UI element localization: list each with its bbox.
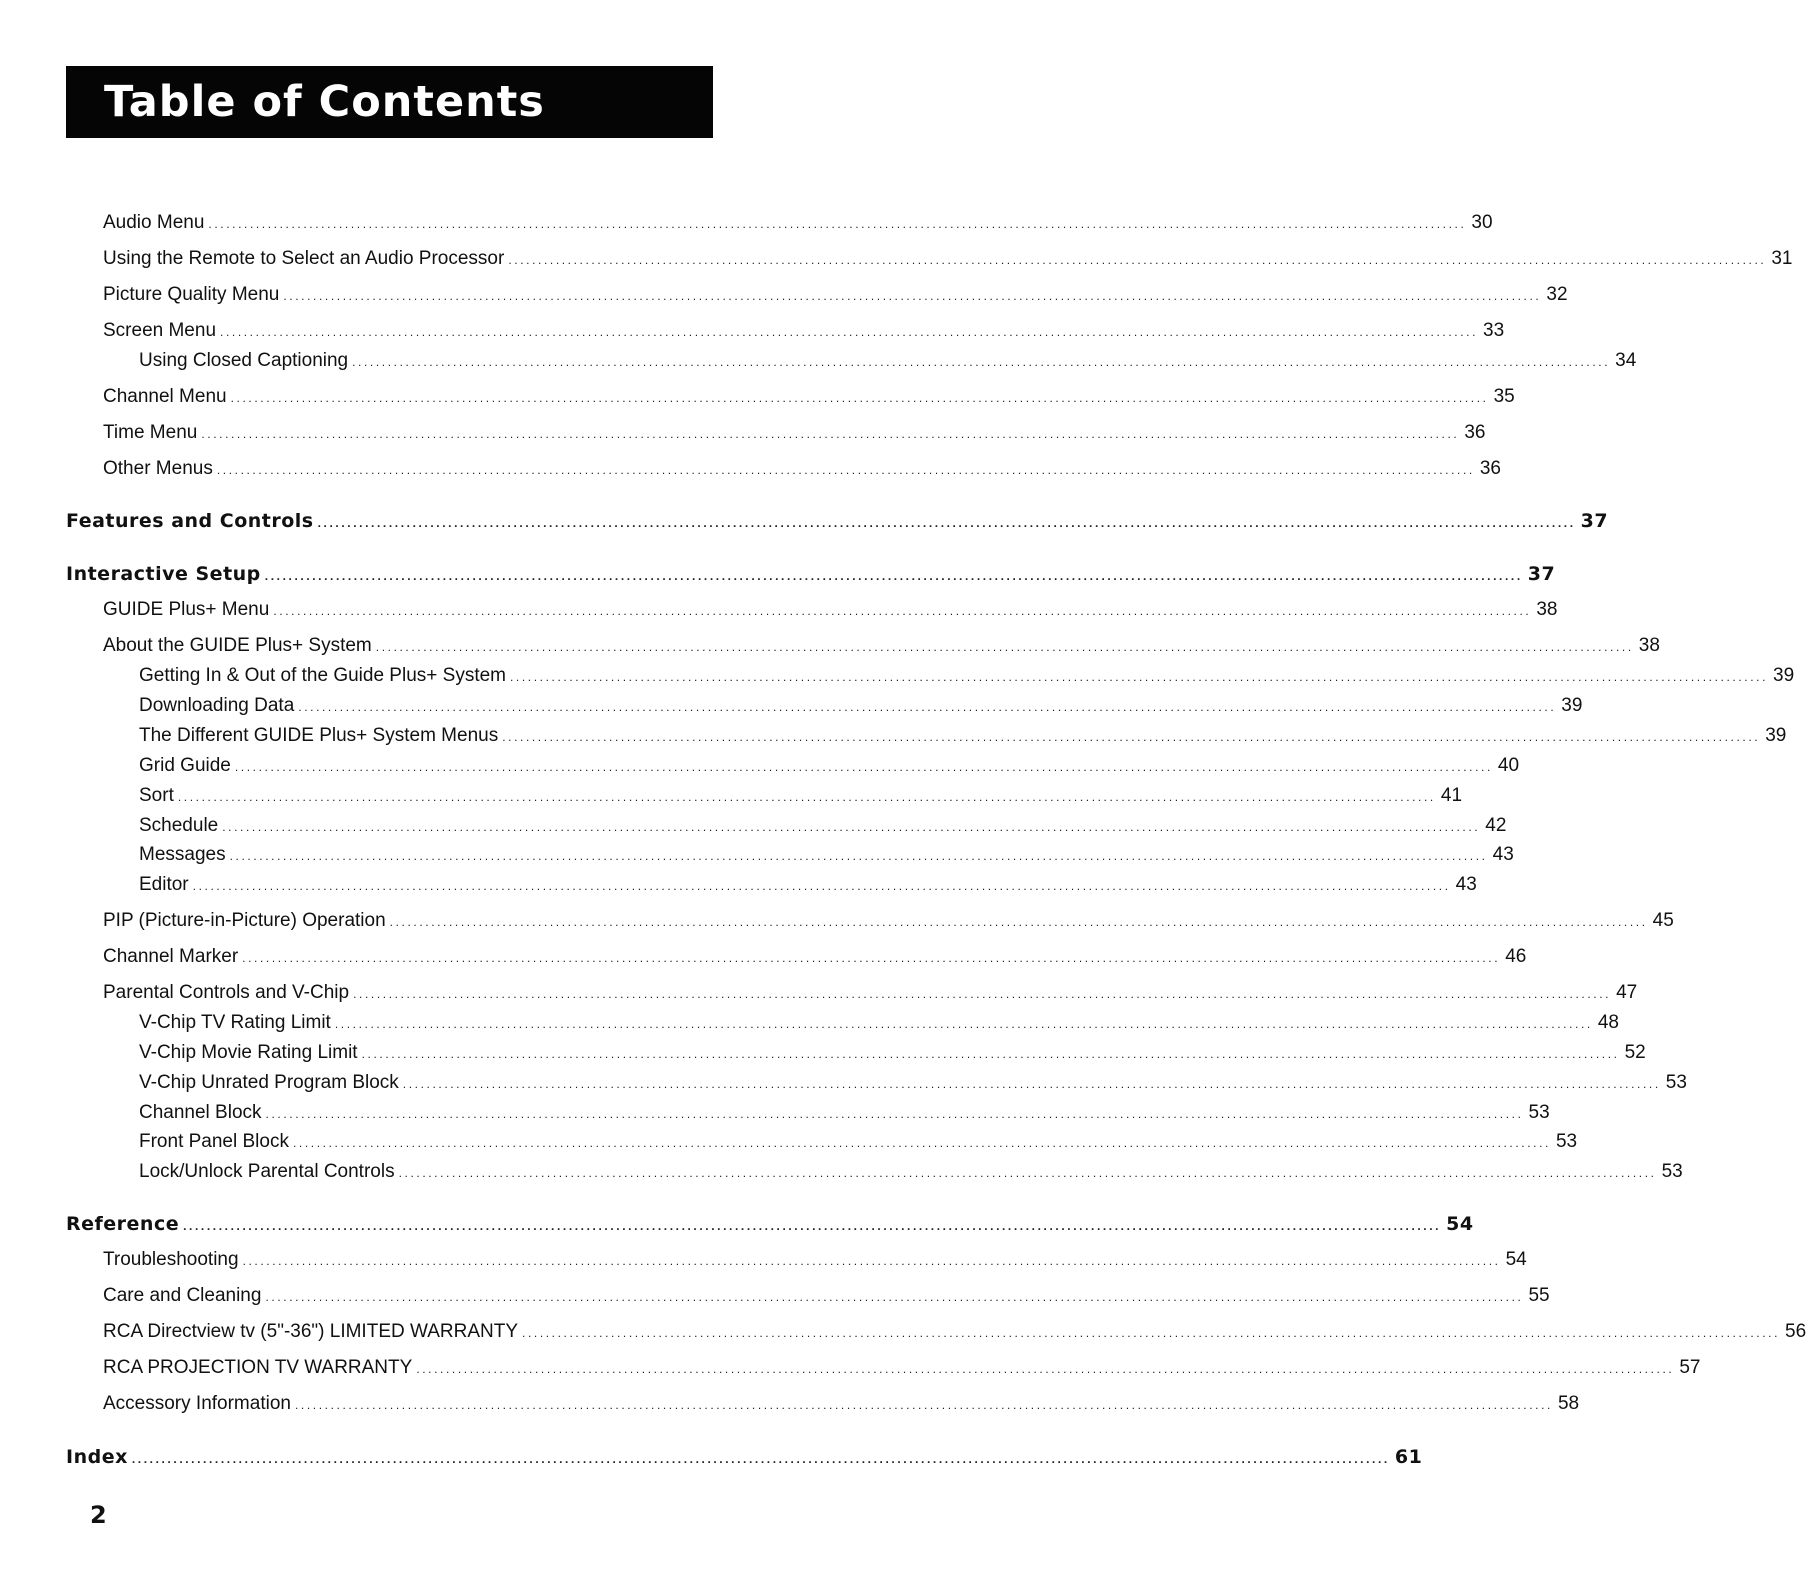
toc-subentry[interactable] <box>139 873 1477 898</box>
dot-leader: .................................................................................................................................................................................................................... <box>265 1107 1524 1121</box>
dot-leader: .................................................................................................................................................................................................................... <box>234 760 1493 774</box>
toc-entry-label: GUIDE Plus+ Menu <box>103 599 270 620</box>
toc-entry-label: Getting In & Out of the Guide Plus+ System <box>139 665 506 686</box>
toc-entry-label: Using Closed Captioning <box>139 350 349 371</box>
toc-entry-label: Downloading Data <box>139 695 295 716</box>
toc-section-label: Features and Controls <box>66 510 314 532</box>
dot-leader: .................................................................................................................................................................................................................... <box>230 391 1489 405</box>
toc-entry[interactable] <box>103 319 1505 344</box>
dot-leader: .................................................................................................................................................................................................................... <box>416 1362 1675 1376</box>
dot-leader: .................................................................................................................................................................................................................... <box>177 790 1436 804</box>
toc-entry[interactable] <box>103 247 1793 272</box>
toc-entry-label: Schedule <box>139 815 219 836</box>
toc-entry-label: Channel Marker <box>103 946 239 967</box>
toc-entry-label: Care and Cleaning <box>103 1285 262 1306</box>
toc-entry[interactable] <box>103 211 1493 236</box>
toc-entry-page: 58 <box>1557 1393 1580 1414</box>
toc-entry[interactable] <box>103 1356 1701 1381</box>
toc-entry-label: Accessory Information <box>103 1393 291 1414</box>
dot-leader: .................................................................................................................................................................................................................... <box>220 325 1479 339</box>
toc-entry-label: The Different GUIDE Plus+ System Menus <box>139 725 499 746</box>
toc-entry-page: 48 <box>1597 1012 1619 1033</box>
toc-entry-label: Channel Block <box>139 1102 262 1123</box>
toc-entry-page: 32 <box>1546 284 1568 305</box>
toc-entry-label: Other Menus <box>103 458 213 479</box>
toc-section[interactable] <box>66 1445 1423 1471</box>
dot-leader: .................................................................................................................................................................................................................... <box>402 1077 1661 1091</box>
toc-entry-page: 40 <box>1497 755 1520 776</box>
toc-section-page: 37 <box>1527 563 1556 585</box>
toc-entry-page: 53 <box>1528 1102 1550 1123</box>
toc-entry-page: 34 <box>1615 350 1637 371</box>
toc-entry-page: 46 <box>1505 946 1527 967</box>
toc-entry-page: 42 <box>1485 815 1507 836</box>
dot-leader: .................................................................................................................................................................................................................... <box>334 1017 1593 1031</box>
table-of-contents <box>66 0 1806 1500</box>
toc-entry-label: Lock/Unlock Parental Controls <box>139 1161 395 1182</box>
toc-entry-page: 56 <box>1785 1321 1806 1342</box>
toc-entry-label: Time Menu <box>103 422 198 443</box>
dot-leader: .................................................................................................................................................................................................................... <box>317 516 1576 530</box>
toc-entry-page: 52 <box>1624 1042 1646 1063</box>
dot-leader: .................................................................................................................................................................................................................... <box>361 1047 1620 1061</box>
dot-leader: .................................................................................................................................................................................................................... <box>201 427 1460 441</box>
toc-entry-page: 39 <box>1765 725 1787 746</box>
toc-section-label: Reference <box>66 1213 180 1235</box>
dot-leader: .................................................................................................................................................................................................................... <box>216 463 1475 477</box>
dot-leader: .................................................................................................................................................................................................................... <box>375 640 1634 654</box>
dot-leader: .................................................................................................................................................................................................................... <box>265 1290 1524 1304</box>
toc-subentry[interactable] <box>139 814 1507 839</box>
toc-subentry[interactable] <box>139 754 1520 779</box>
toc-subentry[interactable] <box>139 1071 1687 1096</box>
toc-entry-label: V-Chip TV Rating Limit <box>139 1012 331 1033</box>
toc-section-label: Index <box>66 1446 128 1468</box>
toc-entry[interactable] <box>103 421 1486 446</box>
dot-leader: .................................................................................................................................................................................................................... <box>242 1254 1501 1268</box>
page-number: 2 <box>90 1501 107 1529</box>
toc-entry-label: PIP (Picture-in-Picture) Operation <box>103 910 386 931</box>
toc-section[interactable] <box>66 562 1556 588</box>
toc-entry-page: 57 <box>1679 1357 1701 1378</box>
toc-entry-label: RCA Directview tv (5"-36") LIMITED WARRANTY <box>103 1321 519 1342</box>
toc-entry-label: Parental Controls and V-Chip <box>103 982 350 1003</box>
dot-leader: .................................................................................................................................................................................................................... <box>502 730 1761 744</box>
toc-entry[interactable] <box>103 598 1558 623</box>
toc-subentry[interactable] <box>139 694 1583 719</box>
toc-entry-page: 55 <box>1528 1285 1550 1306</box>
toc-entry-page: 36 <box>1464 422 1486 443</box>
toc-subentry[interactable] <box>139 1160 1683 1185</box>
toc-entry-label: Grid Guide <box>139 755 231 776</box>
toc-entry-label: RCA PROJECTION TV WARRANTY <box>103 1357 413 1378</box>
toc-entry-label: Troubleshooting <box>103 1249 239 1270</box>
dot-leader: .................................................................................................................................................................................................................... <box>298 700 1557 714</box>
dot-leader: .................................................................................................................................................................................................................... <box>294 1398 1553 1412</box>
toc-entry-label: Screen Menu <box>103 320 217 341</box>
toc-entry-label: Messages <box>139 844 226 865</box>
toc-entry-label: About the GUIDE Plus+ System <box>103 635 372 656</box>
dot-leader: .................................................................................................................................................................................................................... <box>389 915 1648 929</box>
toc-subentry[interactable] <box>139 784 1463 809</box>
toc-section[interactable] <box>66 509 1609 535</box>
toc-entry-page: 53 <box>1555 1131 1578 1152</box>
toc-entry-page: 41 <box>1440 785 1463 806</box>
toc-entry-label: V-Chip Unrated Program Block <box>139 1072 399 1093</box>
toc-entry[interactable] <box>103 1248 1527 1273</box>
toc-section-page: 37 <box>1580 510 1609 532</box>
toc-entry-label: Audio Menu <box>103 212 205 233</box>
dot-leader: .................................................................................................................................................................................................................... <box>242 951 1501 965</box>
toc-entry[interactable] <box>103 634 1660 659</box>
toc-entry-label: Picture Quality Menu <box>103 284 280 305</box>
toc-entry-page: 38 <box>1536 599 1558 620</box>
dot-leader: .................................................................................................................................................................................................................... <box>222 820 1481 834</box>
dot-leader: .................................................................................................................................................................................................................... <box>292 1136 1551 1150</box>
dot-leader: .................................................................................................................................................................................................................... <box>508 253 1767 267</box>
dot-leader: .................................................................................................................................................................................................................... <box>264 569 1523 583</box>
toc-entry-page: 39 <box>1561 695 1583 716</box>
toc-entry-page: 53 <box>1661 1161 1683 1182</box>
dot-leader: .................................................................................................................................................................................................................... <box>522 1326 1781 1340</box>
toc-section-page: 54 <box>1446 1213 1474 1235</box>
toc-section-page: 61 <box>1394 1446 1423 1468</box>
toc-entry[interactable] <box>103 1284 1550 1309</box>
dot-leader: .................................................................................................................................................................................................................... <box>273 604 1532 618</box>
toc-subentry[interactable] <box>139 843 1514 868</box>
toc-entry-label: Front Panel Block <box>139 1131 289 1152</box>
toc-entry-page: 35 <box>1493 386 1515 407</box>
toc-entry[interactable] <box>103 981 1638 1006</box>
toc-entry-label: Using the Remote to Select an Audio Processor <box>103 248 505 269</box>
toc-entry[interactable] <box>103 945 1527 970</box>
toc-section-label: Interactive Setup <box>66 563 261 585</box>
toc-entry[interactable] <box>103 1320 1806 1345</box>
page-title: Table of Contents <box>104 77 545 127</box>
toc-subentry[interactable] <box>139 1011 1619 1036</box>
toc-section[interactable] <box>66 1212 1474 1238</box>
toc-subentry[interactable] <box>139 664 1795 689</box>
toc-entry-page: 33 <box>1483 320 1505 341</box>
toc-subentry[interactable] <box>139 349 1637 374</box>
toc-entry-label: V-Chip Movie Rating Limit <box>139 1042 358 1063</box>
dot-leader: .................................................................................................................................................................................................................... <box>353 987 1612 1001</box>
dot-leader: .................................................................................................................................................................................................................... <box>208 217 1467 231</box>
toc-entry-page: 30 <box>1471 212 1493 233</box>
toc-entry-label: Editor <box>139 874 189 895</box>
dot-leader: .................................................................................................................................................................................................................... <box>510 670 1769 684</box>
toc-entry-page: 45 <box>1652 910 1674 931</box>
toc-entry-page: 36 <box>1479 458 1501 479</box>
toc-subentry[interactable] <box>139 1130 1578 1155</box>
toc-entry-page: 43 <box>1492 844 1514 865</box>
toc-subentry[interactable] <box>139 1101 1550 1126</box>
toc-entry-label: Channel Menu <box>103 386 227 407</box>
toc-entry-page: 43 <box>1455 874 1477 895</box>
toc-entry-page: 31 <box>1771 248 1793 269</box>
toc-entry[interactable] <box>103 385 1515 410</box>
dot-leader: .................................................................................................................................................................................................................... <box>192 879 1451 893</box>
toc-entry-page: 53 <box>1665 1072 1687 1093</box>
toc-subentry[interactable] <box>139 1041 1646 1066</box>
dot-leader: .................................................................................................................................................................................................................... <box>352 355 1611 369</box>
toc-subentry[interactable] <box>139 724 1787 749</box>
toc-entry-label: Sort <box>139 785 174 806</box>
toc-entry[interactable] <box>103 283 1568 308</box>
toc-entry-page: 54 <box>1505 1249 1527 1270</box>
dot-leader: .................................................................................................................................................................................................................... <box>283 289 1542 303</box>
dot-leader: .................................................................................................................................................................................................................... <box>398 1166 1657 1180</box>
toc-entry[interactable] <box>103 909 1674 934</box>
dot-leader: .................................................................................................................................................................................................................... <box>131 1452 1390 1466</box>
toc-entry-page: 38 <box>1638 635 1660 656</box>
dot-leader: .................................................................................................................................................................................................................... <box>183 1219 1442 1233</box>
toc-entry-page: 39 <box>1773 665 1795 686</box>
toc-entry[interactable] <box>103 457 1501 482</box>
toc-entry[interactable] <box>103 1392 1580 1417</box>
dot-leader: .................................................................................................................................................................................................................... <box>229 849 1488 863</box>
toc-entry-page: 47 <box>1616 982 1638 1003</box>
